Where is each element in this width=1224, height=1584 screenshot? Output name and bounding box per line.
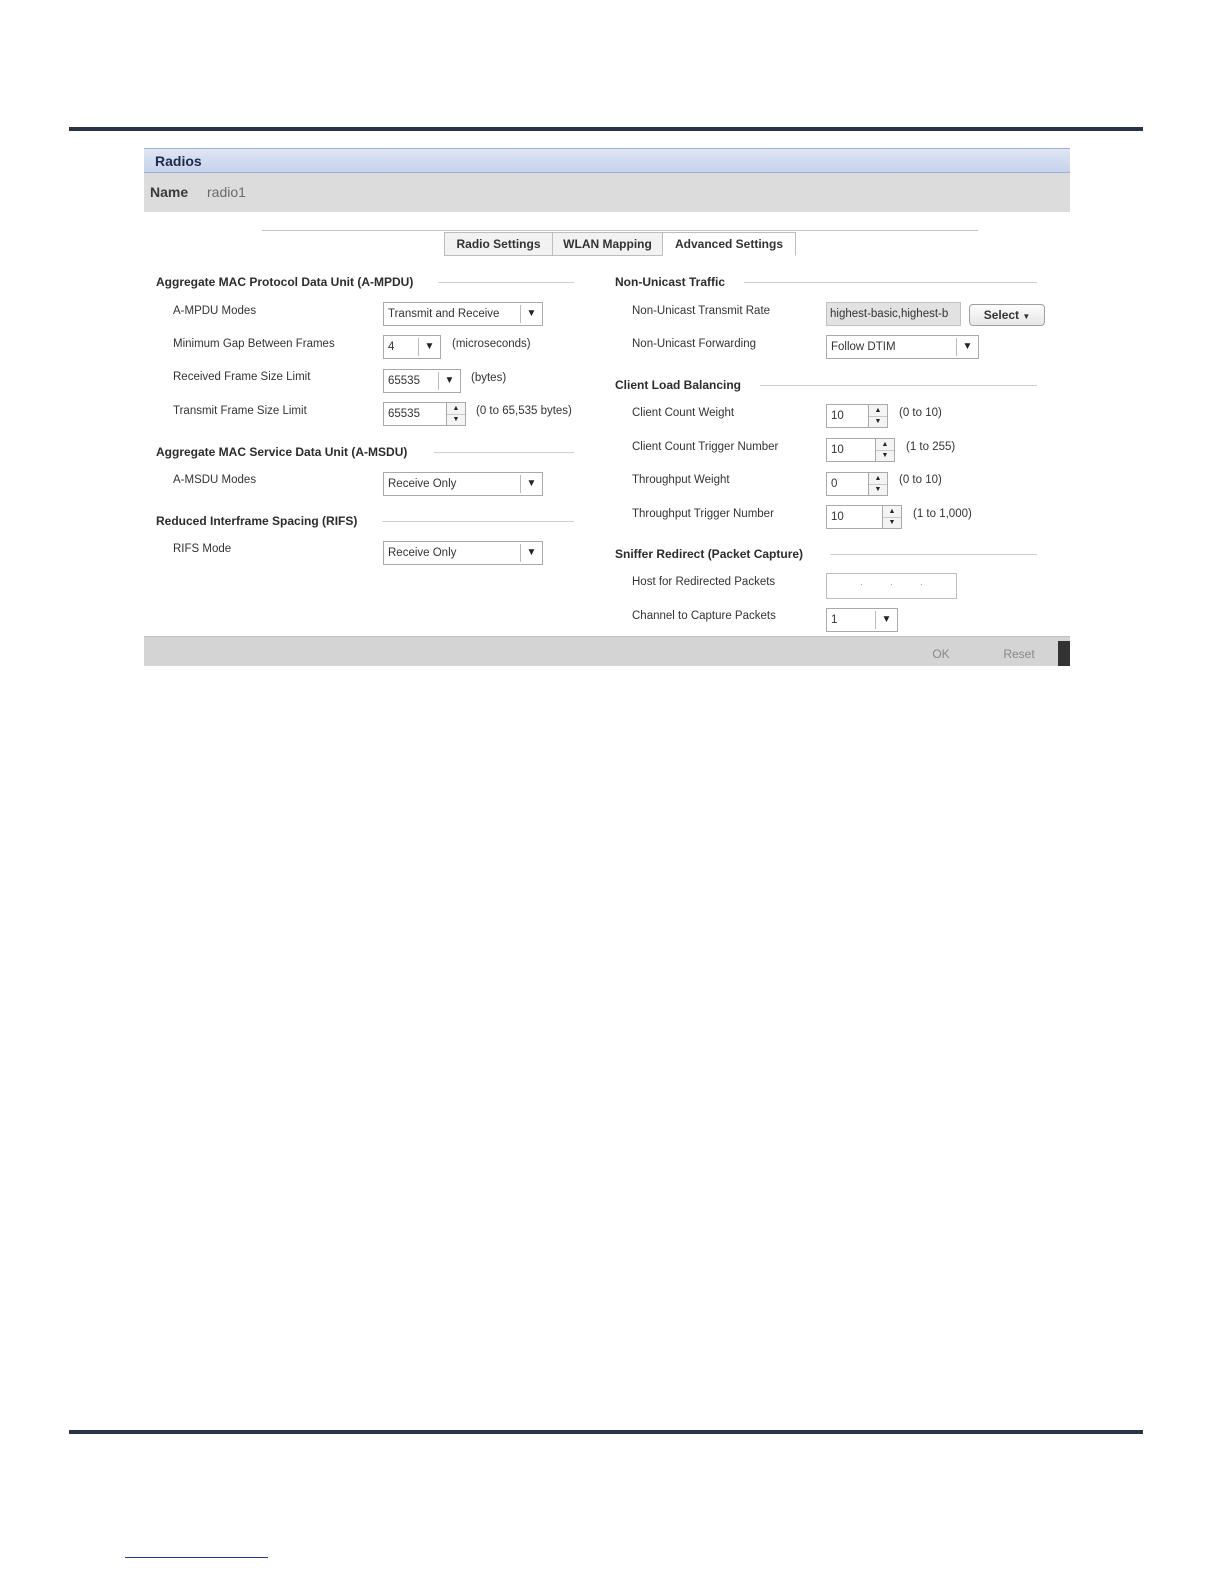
spin-up-icon[interactable]: ▲ (883, 506, 901, 518)
tx-limit-range: (0 to 65,535 bytes) (476, 405, 572, 417)
chevron-down-icon[interactable]: ▼ (520, 544, 542, 562)
tx-limit-stepper[interactable] (383, 402, 466, 426)
count-trigger-range: (1 to 255) (906, 441, 956, 453)
spin-down-icon[interactable]: ▼ (452, 416, 460, 423)
rifs-section-title: Reduced Interframe Spacing (RIFS) (156, 514, 358, 528)
host-ip-input[interactable] (826, 573, 957, 599)
spin-up-icon[interactable]: ▲ (869, 473, 887, 485)
tp-weight-stepper[interactable] (826, 472, 888, 496)
tp-trigger-range: (1 to 1,000) (913, 508, 972, 520)
radios-screenshot (144, 148, 1070, 666)
rifs-mode-label: RIFS Mode (173, 543, 232, 555)
chevron-down-icon[interactable]: ▼ (520, 305, 542, 323)
ampdu-modes-select[interactable] (383, 302, 543, 326)
spin-down-icon[interactable]: ▼ (874, 418, 882, 425)
min-gap-unit: (microseconds) (452, 338, 531, 350)
window-title-bar (144, 148, 1070, 173)
rx-limit-select[interactable] (383, 369, 461, 393)
caret-down-icon: ▼ (1022, 312, 1031, 321)
forwarding-label: Non-Unicast Forwarding (632, 338, 756, 350)
tab-advanced-settings[interactable]: Advanced Settings (662, 232, 796, 256)
forwarding-select[interactable] (826, 335, 979, 359)
rifs-mode-select[interactable] (383, 541, 543, 565)
stepper-buttons (446, 402, 466, 426)
stepper-buttons (868, 404, 888, 428)
chevron-down-icon[interactable]: ▼ (438, 372, 460, 390)
exit-button-edge[interactable] (1058, 641, 1070, 666)
load-balancing-section-line (760, 385, 1037, 386)
chevron-down-icon[interactable]: ▼ (875, 611, 897, 629)
window-title: Radios (155, 153, 202, 169)
channel-label: Channel to Capture Packets (632, 610, 776, 622)
spin-down-icon[interactable]: ▼ (888, 519, 896, 526)
count-trigger-value: 10 (831, 444, 844, 456)
non-unicast-section-line (744, 282, 1037, 283)
host-label: Host for Redirected Packets (632, 576, 776, 588)
page-footer-rule (69, 1430, 1143, 1434)
stepper-buttons (875, 438, 895, 462)
ok-button[interactable]: OK (932, 647, 950, 661)
count-weight-value: 10 (831, 410, 844, 422)
chevron-down-icon[interactable]: ▼ (418, 338, 440, 356)
tab-radio-settings[interactable]: Radio Settings (444, 232, 553, 256)
tab-wlan-mapping[interactable]: WLAN Mapping (552, 232, 663, 256)
sniffer-section-line (830, 554, 1037, 555)
name-row (144, 173, 1070, 212)
amsdu-modes-value: Receive Only (388, 478, 457, 490)
non-unicast-section-title: Non-Unicast Traffic (615, 275, 726, 289)
count-weight-range: (0 to 10) (899, 407, 942, 419)
tp-trigger-value: 10 (831, 511, 844, 523)
min-gap-value: 4 (388, 341, 395, 353)
count-weight-label: Client Count Weight (632, 407, 735, 419)
rx-limit-value: 65535 (388, 375, 420, 387)
ampdu-modes-label: A-MPDU Modes (173, 305, 257, 317)
amsdu-section-title: Aggregate MAC Service Data Unit (A-MSDU) (156, 445, 408, 459)
ampdu-section-title: Aggregate MAC Protocol Data Unit (A-MPDU) (156, 275, 414, 289)
amsdu-section-line (434, 452, 574, 453)
reset-button[interactable]: Reset (1003, 647, 1035, 661)
select-rate-button[interactable] (969, 304, 1045, 326)
tx-rate-field[interactable] (826, 302, 961, 326)
forwarding-value: Follow DTIM (831, 341, 896, 353)
load-balancing-section-title: Client Load Balancing (615, 378, 742, 392)
name-value: radio1 (207, 184, 246, 200)
count-weight-stepper[interactable] (826, 404, 888, 428)
spin-up-icon[interactable]: ▲ (447, 403, 465, 415)
tx-limit-value: 65535 (388, 408, 420, 420)
spin-up-icon[interactable]: ▲ (876, 439, 894, 451)
ampdu-modes-value: Transmit and Receive (388, 308, 500, 320)
ampdu-section-line (438, 282, 574, 283)
dialog-footer (144, 636, 1070, 666)
count-trigger-stepper[interactable] (826, 438, 895, 462)
channel-select[interactable] (826, 608, 898, 632)
stepper-buttons (882, 505, 902, 529)
rifs-mode-value: Receive Only (388, 547, 457, 559)
tp-trigger-stepper[interactable] (826, 505, 902, 529)
tx-rate-value: highest-basic,highest-b (830, 308, 949, 320)
rx-limit-label: Received Frame Size Limit (173, 371, 311, 383)
spin-down-icon[interactable]: ▼ (881, 452, 889, 459)
tp-trigger-label: Throughput Trigger Number (632, 508, 774, 520)
stepper-buttons (868, 472, 888, 496)
select-rate-label: Select (983, 308, 1020, 322)
count-trigger-label: Client Count Trigger Number (632, 441, 779, 453)
tx-limit-label: Transmit Frame Size Limit (173, 405, 307, 417)
tp-weight-range: (0 to 10) (899, 474, 942, 486)
ip-dot: . (890, 577, 893, 588)
ip-dot: . (920, 577, 923, 588)
rifs-section-line (382, 521, 574, 522)
amsdu-modes-label: A-MSDU Modes (173, 474, 257, 486)
name-label: Name (150, 184, 189, 200)
chevron-down-icon[interactable]: ▼ (956, 338, 978, 356)
spin-up-icon[interactable]: ▲ (869, 405, 887, 417)
page-link-underline (125, 1557, 268, 1558)
chevron-down-icon[interactable]: ▼ (520, 475, 542, 493)
min-gap-label: Minimum Gap Between Frames (173, 338, 335, 350)
tx-rate-label: Non-Unicast Transmit Rate (632, 305, 771, 317)
tp-weight-value: 0 (831, 478, 838, 490)
page-header-rule (69, 127, 1143, 131)
min-gap-select[interactable] (383, 335, 441, 359)
rx-limit-unit: (bytes) (471, 372, 507, 384)
sniffer-section-title: Sniffer Redirect (Packet Capture) (615, 547, 804, 561)
amsdu-modes-select[interactable] (383, 472, 543, 496)
spin-down-icon[interactable]: ▼ (874, 486, 882, 493)
tp-weight-label: Throughput Weight (632, 474, 730, 486)
channel-value: 1 (831, 614, 838, 626)
tab-divider (262, 230, 978, 231)
ip-dot: . (860, 577, 863, 588)
